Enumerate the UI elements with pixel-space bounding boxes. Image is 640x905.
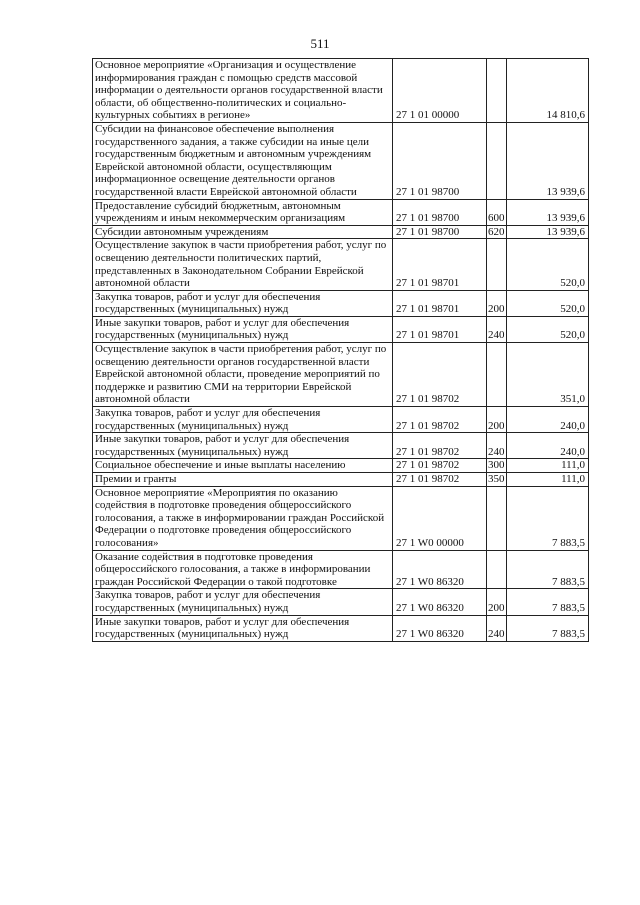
page-number: 511 [310, 36, 330, 51]
row-expense-type [487, 59, 507, 123]
row-amount: 7 883,5 [507, 550, 589, 589]
table-row [93, 589, 589, 615]
table-row [93, 615, 589, 641]
table-row [93, 407, 589, 433]
row-amount: 351,0 [507, 343, 589, 407]
row-expense-type: 240 [487, 433, 507, 459]
row-expense-type [487, 122, 507, 199]
row-target-code: 27 1 01 98702 [393, 459, 487, 473]
row-amount: 13 939,6 [507, 122, 589, 199]
row-amount: 520,0 [507, 290, 589, 316]
table-row [93, 239, 589, 290]
row-target-code: 27 1 W0 86320 [393, 550, 487, 589]
row-name: Закупка товаров, работ и услуг для обеспечения государственных (муниципальных) нужд [93, 589, 393, 615]
table-row [93, 433, 589, 459]
row-target-code: 27 1 01 98702 [393, 343, 487, 407]
row-target-code: 27 1 01 98701 [393, 290, 487, 316]
row-amount: 240,0 [507, 407, 589, 433]
row-target-code: 27 1 01 98702 [393, 433, 487, 459]
row-expense-type: 200 [487, 407, 507, 433]
row-amount: 7 883,5 [507, 589, 589, 615]
row-name: Премии и гранты [93, 473, 393, 487]
row-expense-type: 300 [488, 459, 505, 472]
row-expense-type: 200 [487, 589, 507, 615]
row-amount: 111,0 [507, 459, 589, 473]
row-name: Осуществление закупок в части приобретения работ, услуг по освещению деятельности политических партий, представленных в Законодательном Собрании Еврейской автономной области [93, 239, 393, 290]
row-expense-type: 240 [487, 316, 507, 342]
row-name: Закупка товаров, работ и услуг для обеспечения государственных (муниципальных) нужд [93, 407, 393, 433]
row-name: Иные закупки товаров, работ и услуг для обеспечения государственных (муниципальных) нужд [93, 615, 393, 641]
table-row [93, 225, 589, 239]
row-target-code: 27 1 01 00000 [393, 59, 487, 123]
row-name: Закупка товаров, работ и услуг для обеспечения государственных (муниципальных) нужд [93, 290, 393, 316]
row-amount: 7 883,5 [507, 486, 589, 550]
row-amount: 520,0 [507, 239, 589, 290]
row-name: Предоставление субсидий бюджетным, автономным учреждениям и иным некоммерческим организациям [93, 199, 393, 225]
row-expense-type [487, 343, 507, 407]
table-row [93, 550, 589, 589]
row-expense-type: 240 [487, 615, 507, 641]
row-target-code: 27 1 01 98701 [393, 316, 487, 342]
row-expense-type [487, 239, 507, 290]
row-amount: 520,0 [507, 316, 589, 342]
table-row [93, 486, 589, 550]
row-target-code: 27 1 01 98702 [393, 473, 487, 487]
table-row [93, 343, 589, 407]
table-row [93, 290, 589, 316]
row-name: Иные закупки товаров, работ и услуг для обеспечения государственных (муниципальных) нужд [93, 316, 393, 342]
row-name: Социальное обеспечение и иные выплаты населению [93, 459, 393, 473]
row-target-code: 27 1 01 98701 [393, 239, 487, 290]
row-expense-type: 350 [488, 473, 505, 485]
row-name: Субсидии на финансовое обеспечение выполнения государственного задания, а также субсидии на иные цели государственным бюджетным и автономным учреждениям Еврейской автономной области, осуществляющим информационное освещение деятельности органов государственной власти Еврейской автономной области [93, 122, 393, 199]
row-name: Основное мероприятие «Организация и осуществление информирования граждан с помощью средств массовой информации о деятельности органов государственной власти области, об общественно-политических и социально-культурных событиях в регионе» [93, 59, 393, 123]
row-amount: 13 939,6 [507, 225, 589, 239]
row-amount: 111,0 [507, 473, 589, 487]
row-amount: 7 883,5 [507, 615, 589, 641]
table-row [93, 199, 589, 225]
row-name: Иные закупки товаров, работ и услуг для обеспечения государственных (муниципальных) нужд [93, 433, 393, 459]
row-name: Оказание содействия в подготовке проведения общероссийского голосования, а также в информировании граждан Российской Федерации о такой подготовке [93, 550, 393, 589]
row-target-code: 27 1 01 98700 [393, 225, 487, 239]
row-name: Субсидии автономным учреждениям [93, 225, 393, 239]
row-expense-type [487, 550, 507, 589]
row-expense-type [487, 486, 507, 550]
row-name: Основное мероприятие «Мероприятия по оказанию содействия в подготовке проведения общероссийского голосования, а также в информировании граждан Российской Федерации о подготовке проведения общероссийского голосования» [93, 486, 393, 550]
row-expense-type: 620 [488, 225, 505, 238]
row-expense-type: 600 [487, 199, 507, 225]
table-row [93, 122, 589, 199]
row-name: Осуществление закупок в части приобретения работ, услуг по освещению деятельности органов государственной власти Еврейской автономной области, проведение мероприятий по поддержке и развитию СМИ на территории Еврейской автономной области [93, 343, 393, 407]
table-row [93, 59, 589, 123]
row-amount: 240,0 [507, 433, 589, 459]
row-amount: 14 810,6 [507, 59, 589, 123]
row-amount: 13 939,6 [507, 199, 589, 225]
row-expense-type: 200 [487, 290, 507, 316]
row-target-code: 27 1 01 98702 [393, 407, 487, 433]
row-target-code: 27 1 W0 86320 [393, 589, 487, 615]
table-row [93, 459, 589, 473]
table-row [93, 316, 589, 342]
budget-table-body [93, 59, 589, 642]
row-target-code: 27 1 01 98700 [393, 199, 487, 225]
row-target-code: 27 1 01 98700 [393, 122, 487, 199]
table-row [93, 473, 589, 487]
row-target-code: 27 1 W0 00000 [393, 486, 487, 550]
row-target-code: 27 1 W0 86320 [393, 615, 487, 641]
budget-table [92, 58, 589, 642]
